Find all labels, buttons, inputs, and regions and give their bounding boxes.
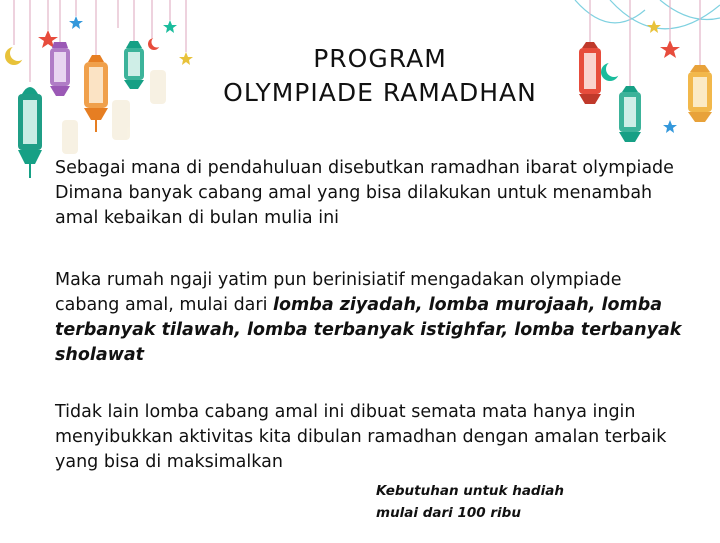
star-icon — [660, 40, 680, 58]
lanterns-right-decoration — [570, 0, 720, 160]
competition-line-2-plain: cabang amal, mulai dari — [55, 295, 274, 315]
lantern-icon — [688, 65, 712, 122]
lantern-icon — [84, 55, 108, 132]
lantern-icon — [18, 87, 42, 178]
intro-line-3: amal kebaikan di bulan mulia ini — [55, 208, 340, 228]
crescent-moon-icon — [148, 37, 163, 51]
competition-line-1: Maka rumah ngaji yatim pun berinisiatif mengadakan olympiade — [55, 270, 622, 290]
purpose-line-3: yang bisa di maksimalkan — [55, 452, 283, 472]
purpose-paragraph — [55, 400, 695, 475]
lantern-icon — [62, 70, 166, 154]
title-line-2: OLYMPIADE RAMADHAN — [223, 78, 537, 107]
competition-line-4: sholawat — [55, 345, 145, 365]
lantern-icon — [50, 42, 70, 96]
star-icon — [647, 20, 661, 33]
competition-list-emphasis: lomba ziyadah, lomba murojaah, lomba — [273, 295, 663, 315]
intro-line-2: Dimana banyak cabang amal yang bisa dilakukan untuk menambah — [55, 183, 653, 203]
competition-line-3: terbanyak tilawah, lomba terbanyak istighfar, lomba terbanyak — [55, 320, 682, 340]
star-icon — [163, 20, 177, 33]
lantern-icon — [579, 42, 601, 104]
intro-line-1: Sebagai mana di pendahuluan disebutkan ramadhan ibarat olympiade — [55, 158, 674, 178]
prize-note-line-1: Kebutuhan untuk hadiah — [376, 483, 564, 499]
page-title — [190, 42, 570, 110]
prize-note — [376, 480, 564, 524]
prize-note-line-2: mulai dari 100 ribu — [376, 505, 521, 521]
crescent-moon-icon — [5, 45, 26, 65]
lantern-icon — [124, 41, 144, 89]
crescent-moon-icon — [601, 61, 622, 81]
competition-paragraph — [55, 268, 695, 368]
purpose-line-2: menyibukkan aktivitas kita dibulan ramadhan dengan amalan terbaik — [55, 427, 667, 447]
ornamental-arcs — [575, 0, 720, 29]
lantern-icon — [619, 86, 641, 142]
star-icon — [663, 120, 677, 133]
intro-paragraph — [55, 156, 695, 231]
competition-line-2 — [55, 293, 695, 318]
purpose-line-1: Tidak lain lomba cabang amal ini dibuat semata mata hanya ingin — [55, 402, 636, 422]
title-line-1: PROGRAM — [313, 44, 447, 73]
star-icon — [69, 16, 83, 29]
